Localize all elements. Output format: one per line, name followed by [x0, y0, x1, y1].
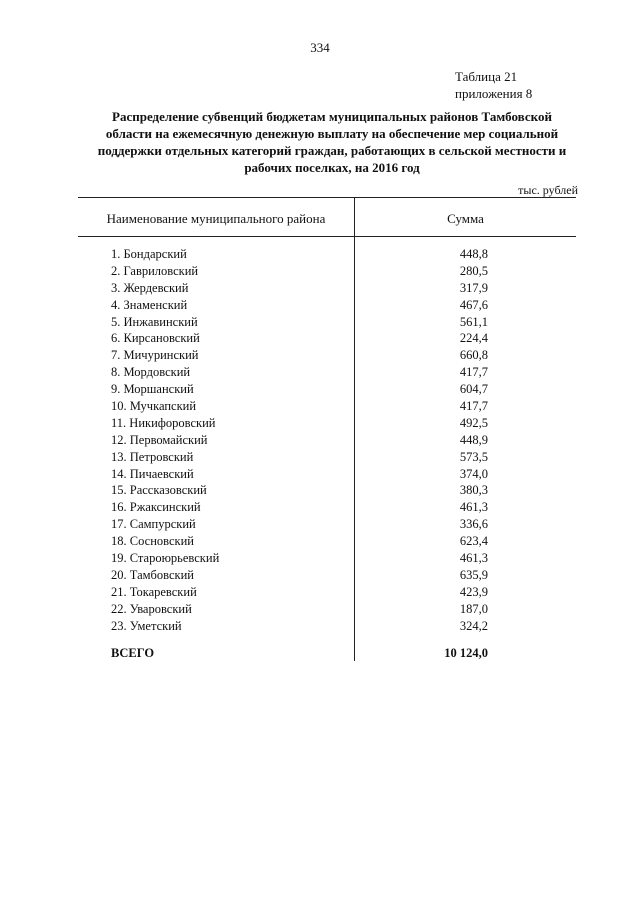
district-amount: 380,3: [459, 483, 488, 498]
table-row: [0, 280, 640, 297]
table-row: [0, 314, 640, 331]
district-amount: 374,0: [459, 466, 488, 481]
district-name: 1. Бондарский: [111, 247, 187, 261]
district-name: 12. Первомайский: [111, 432, 208, 447]
district-name: 9. Моршанский: [111, 382, 194, 397]
district-name: 8. Мордовский: [111, 365, 191, 380]
district-name: 17. Сампурский: [111, 517, 196, 532]
total-value: 10 124,0: [444, 646, 488, 660]
table-row: [0, 415, 640, 432]
district-name: 18. Сосновский: [111, 534, 194, 549]
district-name: 20. Тамбовский: [111, 567, 194, 582]
table-reference-line2: приложения 8: [455, 86, 533, 101]
column-header-sum: Сумма: [447, 211, 484, 226]
district-amount: 461,3: [459, 500, 488, 515]
table-top-rule: [78, 197, 576, 198]
table-row: [0, 466, 640, 483]
page-number: 334: [310, 40, 330, 55]
table-row: [0, 584, 640, 601]
table-row: [0, 347, 640, 364]
district-amount: 224,4: [459, 331, 488, 346]
table-reference-line1: Таблица 21: [455, 69, 518, 84]
district-name: 15. Рассказовский: [111, 483, 207, 498]
table-row: [0, 297, 640, 314]
district-amount: 324,2: [459, 618, 488, 633]
table-row: [0, 567, 640, 584]
district-name: 4. Знаменский: [111, 297, 188, 312]
district-amount: 604,7: [459, 382, 488, 397]
table-row: [0, 601, 640, 618]
district-amount: 417,7: [459, 365, 488, 380]
table-row: [0, 482, 640, 499]
district-name: 21. Токаревский: [111, 584, 197, 599]
district-name: 10. Мучкапский: [111, 399, 197, 414]
district-name: 3. Жердевский: [111, 280, 189, 295]
district-amount: 461,3: [459, 551, 488, 566]
district-amount: 573,5: [459, 449, 488, 464]
district-name: 7. Мичуринский: [111, 348, 199, 363]
table-row: [0, 381, 640, 398]
table-row: [0, 246, 640, 263]
table-row: [0, 618, 640, 635]
table-row: [0, 263, 640, 280]
district-amount: 448,8: [459, 247, 488, 261]
unit-label: тыс. рублей: [518, 183, 578, 197]
header-bottom-rule: [78, 236, 576, 237]
district-name: 14. Пичаевский: [111, 466, 194, 481]
table-row: [0, 364, 640, 381]
total-label: ВСЕГО: [111, 646, 155, 660]
district-name: 2. Гавриловский: [111, 263, 199, 278]
district-name: 5. Инжавинский: [111, 314, 198, 329]
district-amount: 423,9: [459, 584, 488, 599]
district-name: 16. Ржаксинский: [111, 500, 201, 515]
table-row: [0, 330, 640, 347]
district-amount: 317,9: [459, 280, 488, 295]
district-amount: 417,7: [459, 399, 488, 414]
district-name: 11. Никифоровский: [111, 415, 216, 430]
district-amount: 561,1: [459, 314, 488, 329]
district-amount: 492,5: [459, 415, 488, 430]
district-name: 13. Петровский: [111, 449, 194, 464]
table-row: [0, 516, 640, 533]
table-row: [0, 533, 640, 550]
district-amount: 336,6: [459, 517, 488, 532]
table-body: [0, 246, 640, 634]
district-name: 6. Кирсановский: [111, 331, 200, 346]
table-row: [0, 449, 640, 466]
district-name: 23. Уметский: [111, 618, 182, 633]
district-name: 19. Староюрьевский: [111, 551, 220, 566]
district-amount: 187,0: [459, 601, 488, 616]
district-amount: 448,9: [459, 432, 488, 447]
table-row: [0, 499, 640, 516]
district-amount: 623,4: [459, 534, 488, 549]
district-amount: 280,5: [459, 263, 488, 278]
table-reference: [455, 68, 532, 102]
document-title: Распределение субвенций бюджетам муниципальных районов Тамбовской области на ежемесячную денежную выплату на обеспечение мер социальной поддержки отдельных категорий граждан, работающих в сельской местности и рабочих поселках, на 2016 год: [97, 109, 567, 175]
district-name: 22. Уваровский: [111, 601, 192, 616]
table-row: [0, 398, 640, 415]
district-amount: 635,9: [459, 567, 488, 582]
district-amount: 660,8: [459, 348, 488, 363]
table-row: [0, 432, 640, 449]
district-amount: 467,6: [459, 297, 488, 312]
column-header-name: Наименование муниципального района: [106, 211, 326, 226]
table-row: [0, 550, 640, 567]
